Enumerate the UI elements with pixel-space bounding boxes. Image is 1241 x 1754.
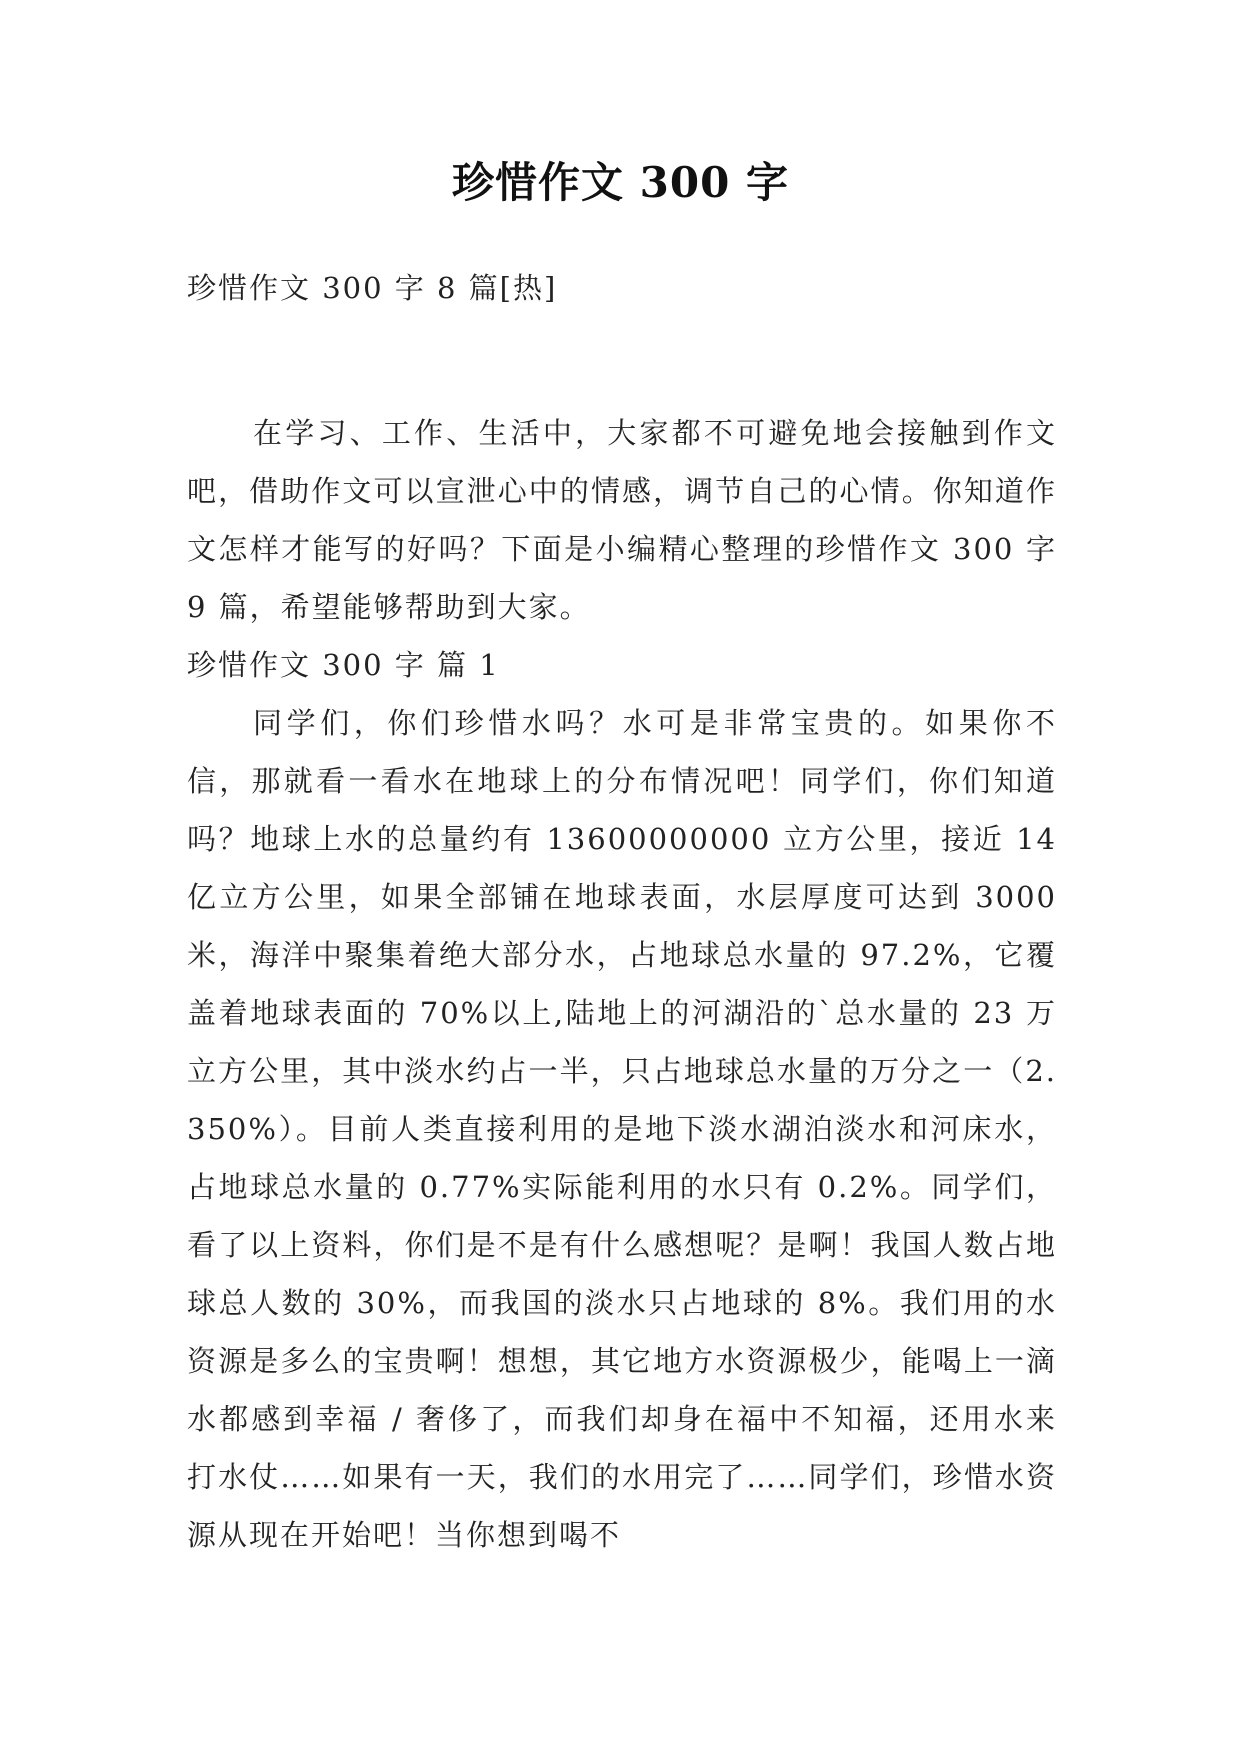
- section-heading: 珍惜作文 300 字 篇 1: [187, 648, 500, 682]
- document-body: [187, 404, 1057, 1564]
- document-title: 珍惜作文 300 字: [452, 158, 789, 207]
- document-subtitle: 珍惜作文 300 字 8 篇[热]: [187, 271, 558, 305]
- intro-paragraph: 在学习、工作、生活中，大家都不可避免地会接触到作文吧，借助作文可以宣泄心中的情感，调节自己的心情。你知道作文怎样才能写的好吗？下面是小编精心整理的珍惜作文 300 字 9 篇，希望能够帮助到大家。: [187, 416, 1057, 624]
- section-paragraph: 同学们，你们珍惜水吗？水可是非常宝贵的。如果你不信，那就看一看水在地球上的分布情况吧！同学们，你们知道吗？地球上水的总量约有 13600000000 立方公里，接近 14 亿立方公里，如果全部铺在地球表面，水层厚度可达到 3000 米，海洋中聚集着绝大部分水，占地球总水量的 97.2%，它覆盖着地球表面的 70%以上,陆地上的河湖沿的`总水量的 23 万立方公里，其中淡水约占一半，只占地球总水量的万分之一（2.350%）。目前人类直接利用的是地下淡水湖泊淡水和河床水，占地球总水量的 0.77%实际能利用的水只有 0.2%。同学们，看了以上资料，你们是不是有什么感想呢？是啊！我国人数占地球总人数的 30%，而我国的淡水只占地球的 8%。我们用的水资源是多么的宝贵啊！想想，其它地方水资源极少，能喝上一滴水都感到幸福 / 奢侈了，而我们却身在福中不知福，还用水来打水仗……如果有一天，我们的水用完了……同学们，珍惜水资源从现在开始吧！当你想到喝不: [187, 706, 1057, 1552]
